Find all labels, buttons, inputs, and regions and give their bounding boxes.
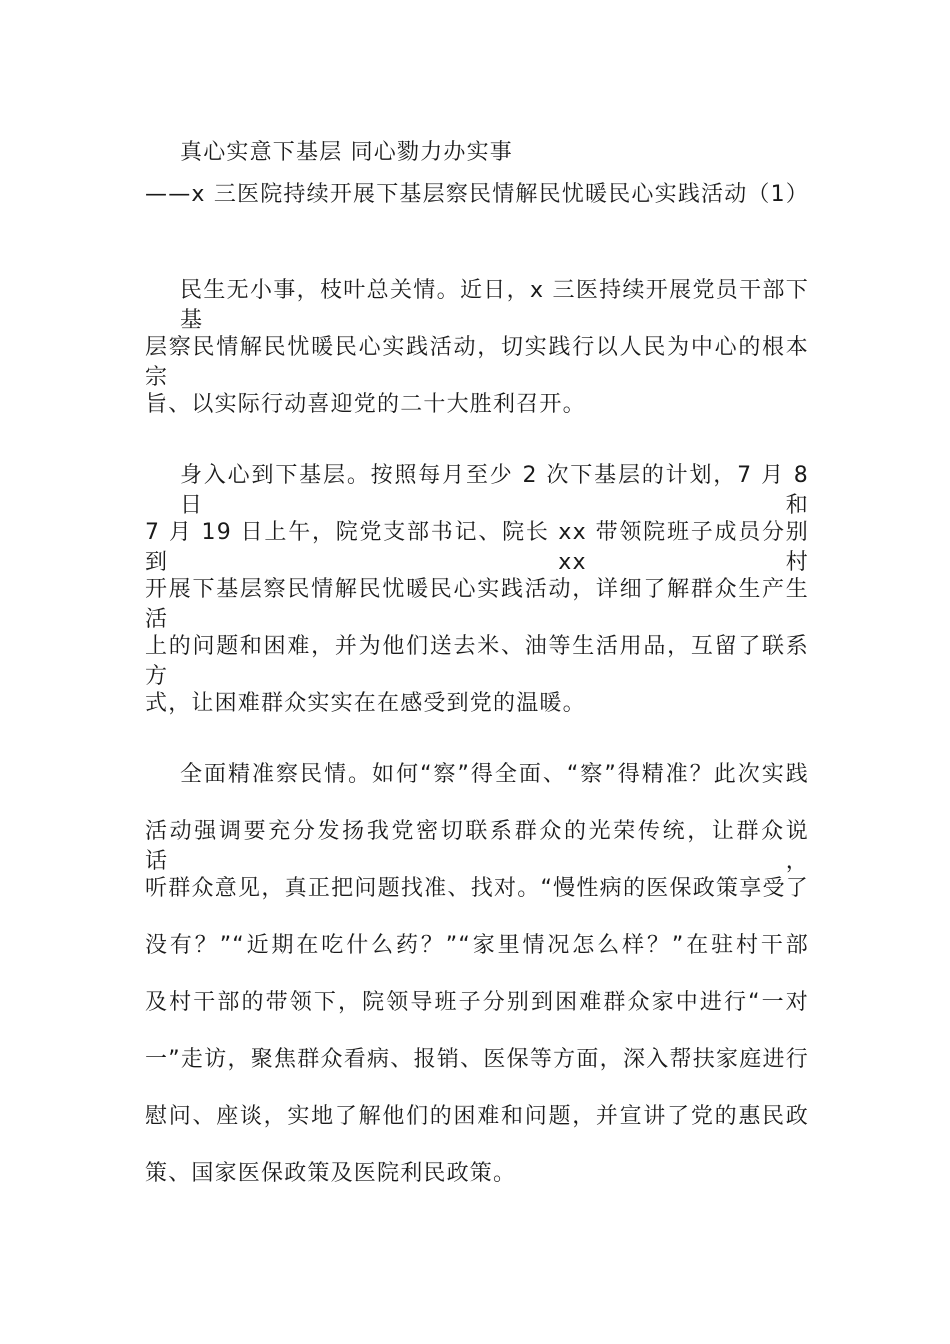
paragraph-line: 身入心到下基层。按照每月至少 2 次下基层的计划，7 月 8 日和: [180, 463, 809, 518]
paragraph-line: 慰问、座谈，实地了解他们的困难和问题，并宣讲了党的惠民政: [145, 1104, 809, 1129]
paragraph-line: 及村干部的带领下，院领导班子分别到困难群众家中进行“一对: [145, 990, 809, 1015]
paragraph-line: 策、国家医保政策及医院利民政策。: [145, 1161, 517, 1186]
document-title: 真心实意下基层 同心勠力办实事: [180, 140, 513, 165]
paragraph-line: 民生无小事，枝叶总关情。近日，x 三医持续开展党员干部下基: [180, 278, 809, 333]
document-subtitle: ——x 三医院持续开展下基层察民情解民忧暖民心实践活动（1）: [145, 182, 810, 207]
paragraph-line: 听群众意见，真正把问题找准、找对。“慢性病的医保政策享受了: [145, 876, 809, 901]
paragraph-line: 全面精准察民情。如何“察”得全面、“察”得精准？此次实践: [180, 762, 809, 787]
paragraph-line: 式，让困难群众实实在在感受到党的温暖。: [145, 691, 586, 716]
paragraph-line: 活动强调要充分发扬我党密切联系群众的光荣传统，让群众说话，: [145, 819, 809, 874]
paragraph-line: 开展下基层察民情解民忧暖民心实践活动，详细了解群众生产生活: [145, 577, 809, 632]
paragraph-line: 没有？”“近期在吃什么药？”“家里情况怎么样？”在驻村干部: [145, 933, 809, 958]
paragraph-line: 旨、以实际行动喜迎党的二十大胜利召开。: [145, 392, 586, 417]
paragraph-line: 一”走访，聚焦群众看病、报销、医保等方面，深入帮扶家庭进行: [145, 1047, 809, 1072]
paragraph-line: 7 月 19 日上午，院党支部书记、院长 xx 带领院班子成员分别到 xx 村: [145, 520, 809, 575]
paragraph-line: 层察民情解民忧暖民心实践活动，切实践行以人民为中心的根本宗: [145, 335, 809, 390]
paragraph-line: 上的问题和困难，并为他们送去米、油等生活用品，互留了联系方: [145, 634, 809, 689]
